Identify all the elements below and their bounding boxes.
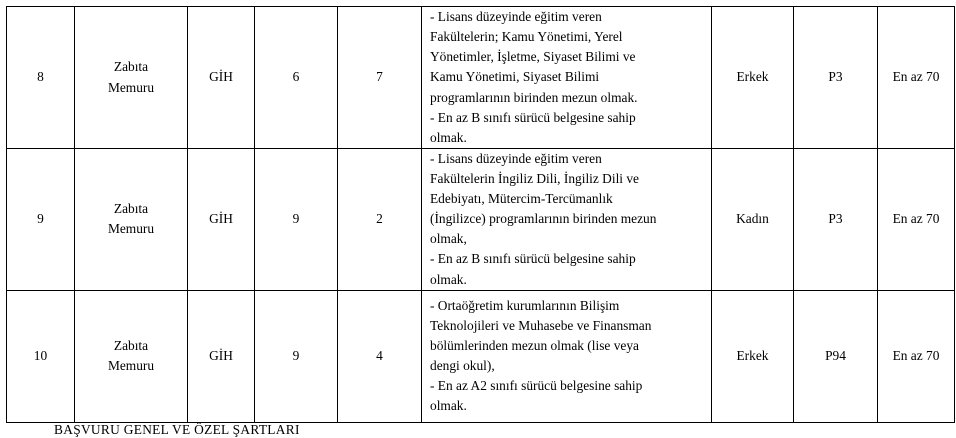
position-title	[75, 7, 188, 149]
requirement-line: - En az B sınıfı sürücü belgesine sahip	[430, 251, 636, 267]
score-type-cell: P94	[794, 290, 878, 422]
requirement-line: olmak.	[430, 398, 467, 414]
table-row	[7, 290, 955, 422]
position-title-line: Zabıta	[113, 201, 149, 217]
requirement-line: Yönetimler, İşletme, Siyaset Bilimi ve	[430, 49, 636, 65]
count-cell: 4	[338, 290, 422, 422]
gender-cell: Kadın	[712, 149, 794, 291]
row-number: 10	[7, 290, 75, 422]
position-title-line: Memuru	[107, 79, 155, 95]
min-score-cell: En az 70	[878, 7, 955, 149]
table-row	[7, 7, 955, 149]
grade-cell: 9	[255, 290, 338, 422]
requirement-line: - En az B sınıfı sürücü belgesine sahip	[430, 109, 636, 125]
requirement-line: - En az A2 sınıfı sürücü belgesine sahip	[430, 378, 643, 394]
min-score-cell: En az 70	[878, 290, 955, 422]
score-type-cell: P3	[794, 7, 878, 149]
position-title-line: Zabıta	[113, 338, 149, 354]
row-number: 8	[7, 7, 75, 149]
position-title	[75, 290, 188, 422]
row-number: 9	[7, 149, 75, 291]
score-type-cell: P3	[794, 149, 878, 291]
requirement-line: Fakültelerin İngiliz Dili, İngiliz Dili ve	[430, 171, 639, 187]
requirements-cell	[422, 149, 712, 291]
grade-cell: 6	[255, 7, 338, 149]
requirement-line: Edebiyatı, Mütercim-Tercümanlık	[430, 191, 613, 207]
requirement-line: olmak.	[430, 271, 467, 287]
section-heading-cut-off: BAŞVURU GENEL VE ÖZEL ŞARTLARI	[54, 422, 300, 437]
requirement-line: - Lisans düzeyinde eğitim veren	[430, 9, 602, 25]
count-cell: 2	[338, 149, 422, 291]
requirement-line: bölümlerinden mezun olmak (lise veya	[430, 338, 639, 354]
requirement-line: - Ortaöğretim kurumlarının Bilişim	[430, 297, 620, 313]
count-cell: 7	[338, 7, 422, 149]
requirement-line: Fakültelerin; Kamu Yönetimi, Yerel	[430, 29, 623, 45]
requirement-line: olmak.	[430, 129, 467, 145]
requirements-cell	[422, 7, 712, 149]
gender-cell: Erkek	[712, 290, 794, 422]
position-title-line: Memuru	[107, 221, 155, 237]
class-cell: GİH	[188, 149, 255, 291]
requirement-line: programlarının birinden mezun olmak.	[430, 89, 638, 105]
requirement-line: Teknolojileri ve Muhasebe ve Finansman	[430, 317, 652, 333]
requirements-cell	[422, 290, 712, 422]
requirement-line: olmak,	[430, 231, 467, 247]
gender-cell: Erkek	[712, 7, 794, 149]
requirement-line: - Lisans düzeyinde eğitim veren	[430, 151, 602, 166]
requirement-line: (İngilizce) programlarının birinden mezun	[430, 211, 657, 227]
positions-table	[6, 6, 955, 423]
table-row	[7, 149, 955, 291]
grade-cell: 9	[255, 149, 338, 291]
min-score-cell: En az 70	[878, 149, 955, 291]
position-title	[75, 149, 188, 291]
requirement-line: dengi okul),	[430, 358, 495, 374]
class-cell: GİH	[188, 290, 255, 422]
position-title-line: Zabıta	[113, 59, 149, 75]
requirement-line: Kamu Yönetimi, Siyaset Bilimi	[430, 69, 600, 85]
position-title-line: Memuru	[107, 358, 155, 374]
class-cell: GİH	[188, 7, 255, 149]
